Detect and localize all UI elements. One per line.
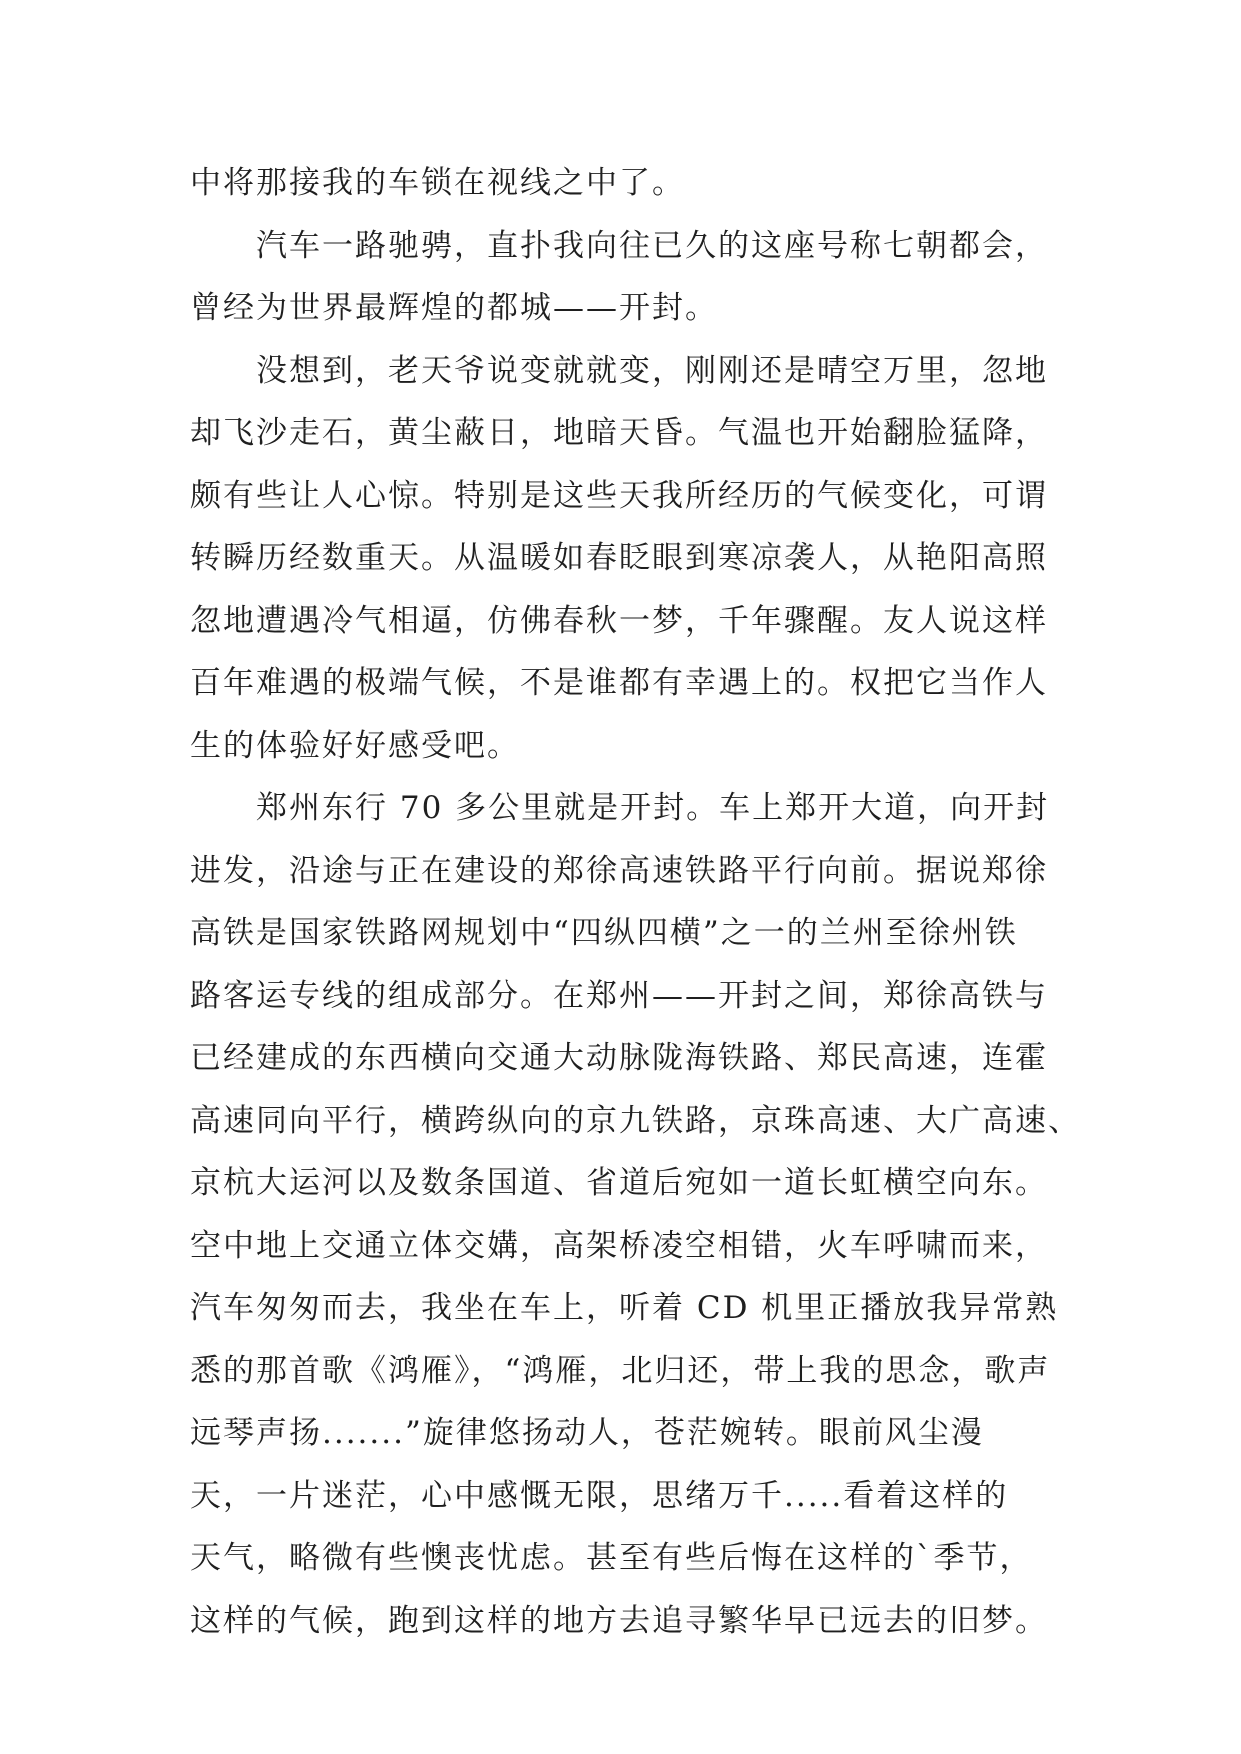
text-line: 百年难遇的极端气候，不是谁都有幸遇上的。权把它当作人: [190, 665, 1048, 701]
text-line: 天气，略微有些懊丧忧虑。甚至有些后悔在这样的`季节，: [190, 1540, 1033, 1576]
text-line: 生的体验好好感受吧。: [190, 727, 520, 764]
text-line: 转瞬历经数重天。从温暖如春眨眼到寒凉袭人，从艳阳高照: [190, 540, 1048, 576]
text-line: 高铁是国家铁路网规划中“四纵四横”之一的兰州至徐州铁: [190, 915, 1018, 951]
body-text: [190, 152, 1081, 1652]
text-line: 天，一片迷茫，心中感慨无限，思绪万千.....看着这样的: [190, 1477, 1009, 1514]
text-line: 这样的气候，跑到这样的地方去追寻繁华早已远去的旧梦。: [190, 1602, 1048, 1639]
text-line: 忽地遭遇冷气相逼，仿佛春秋一梦，千年骤醒。友人说这样: [190, 602, 1048, 639]
text-line: 中将那接我的车锁在视线之中了。: [190, 165, 685, 201]
text-line: 京杭大运河以及数条国道、省道后宛如一道长虹横空向东。: [190, 1165, 1048, 1201]
text-line: 曾经为世界最辉煌的都城——开封。: [190, 290, 718, 326]
text-line: 却飞沙走石，黄尘蔽日，地暗天昏。气温也开始翻脸猛降，: [190, 415, 1048, 451]
text-line: 没想到，老天爷说变就就变，刚刚还是晴空万里，忽地: [256, 352, 1048, 389]
text-line: 汽车匆匆而去，我坐在车上，听着 CD 机里正播放我异常熟: [190, 1290, 1059, 1326]
text-line: 远琴声扬.......”旋律悠扬动人，苍茫婉转。眼前风尘漫: [190, 1415, 984, 1451]
text-line: 已经建成的东西横向交通大动脉陇海铁路、郑民高速，连霍: [190, 1040, 1048, 1076]
text-line: 进发，沿途与正在建设的郑徐高速铁路平行向前。据说郑徐: [190, 852, 1048, 889]
text-line: 空中地上交通立体交媾，高架桥凌空相错，火车呼啸而来，: [190, 1227, 1048, 1264]
text-line: 郑州东行 70 多公里就是开封。车上郑开大道，向开封: [256, 790, 1050, 826]
text-line: 悉的那首歌《鸿雁》，“鸿雁，北归还，带上我的思念，歌声: [190, 1352, 1051, 1389]
text-line: 路客运专线的组成部分。在郑州——开封之间，郑徐高铁与: [190, 977, 1048, 1014]
text-line: 高速同向平行，横跨纵向的京九铁路，京珠高速、大广高速、: [190, 1102, 1081, 1139]
text-line: 颇有些让人心惊。特别是这些天我所经历的气候变化，可谓: [190, 477, 1048, 514]
text-line: 汽车一路驰骋，直扑我向往已久的这座号称七朝都会，: [256, 227, 1048, 264]
